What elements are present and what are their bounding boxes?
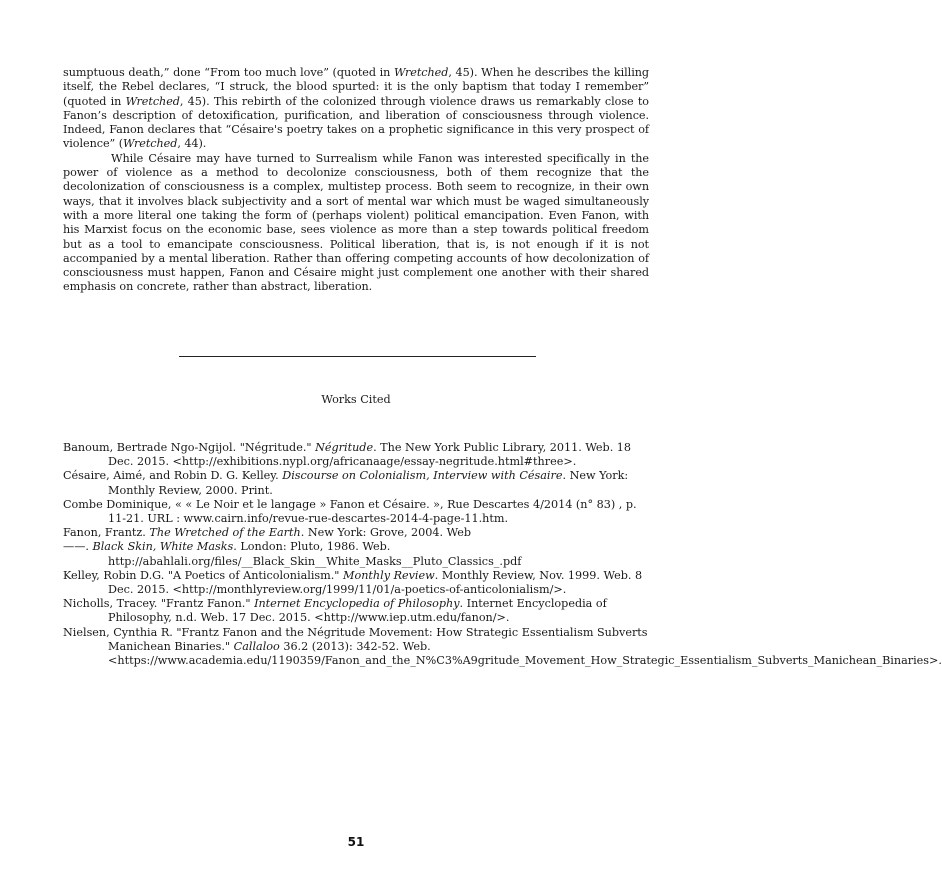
paragraph-1: sumptuous death,” done “From too much love” (quoted in Wretched, 45). When he describes the killing itself, the Rebel declares, “I struck, the blood spurted: it is the only baptism that today I remember” (quoted in Wretched, 45). This rebirth of the colonized through violence draws us remarkably close to Fanon’s description of detoxification, purification, and liberation of consciousness through violence. Indeed, Fanon declares that “Césaire's poetry takes on a prophetic significance in this very prospect of violence” (Wretched, 44). (63, 66, 649, 151)
italic-title: Wretched (125, 94, 180, 108)
paragraph-2: While Césaire may have turned to Surrealism while Fanon was interested specifically in the power of violence as a method to decolonize consciousness, both of them recognize that the decolonization of consciousness is a complex, multistep process. Both seem to recognize, in their own ways, that it involves black subjectivity and a sort of mental war which must be waged simultaneously with a more literal one taking the form of (perhaps violent) political emancipation. Even Fanon, with his Marxist focus on the economic base, sees violence as more than a step towards political freedom but as a tool to emancipate consciousness. Political liberation, that is, is not enough if it is not accompanied by a mental liberation. Rather than offering competing accounts of how decolonization of consciousness must happen, Fanon and Césaire might just complement one another with their shared emphasis on concrete, rather than abstract, liberation. (63, 151, 649, 294)
works-cited-list (63, 441, 942, 668)
italic-title: Monthly Review (343, 568, 435, 582)
italic-title: Négritude (315, 441, 374, 454)
page-number: 51 (347, 835, 365, 849)
reference-entry: Combe Dominique, « « Le Noir et le langage » Fanon et Césaire. », Rue Descartes 4/2014 (n° 83) , p. 11-21. URL : www.cairn.info/revue-rue-descartes-2014-4-page-11.htm. (63, 497, 637, 526)
reference-entry: Nielsen, Cynthia R. "Frantz Fanon and the Négritude Movement: How Strategic Essentialism Subverts Manichean Binaries." Callaloo 36.2 (2013): 342-52. Web. <https://www.academia.edu/1190359/Fanon_and_the_N%C3%A9gritude_Movement_How_Strategic_Essentialism_Subverts_Manichean_Binaries>. (63, 625, 942, 668)
italic-title: Black Skin, White Masks (92, 540, 234, 554)
italic-title: Callaloo (233, 639, 280, 653)
reference-entry: Nicholls, Tracey. "Frantz Fanon." Internet Encyclopedia of Philosophy. Internet Encyclopedia of Philosophy, n.d. Web. 17 Dec. 2015. <http://www.iep.utm.edu/fanon/>. (63, 597, 607, 625)
reference-entry: Banoum, Bertrade Ngo-Ngijol. "Négritude." Négritude. The New York Public Library, 2011. Web. 18 Dec. 2015. <http://exhibitions.nypl.org/africanaage/essay-negritude.html#three>. (63, 441, 632, 469)
body-text (63, 66, 649, 295)
reference-entry: Fanon, Frantz. The Wretched of the Earth. New York: Grove, 2004. Web (63, 526, 472, 540)
reference-entry: ——. Black Skin, White Masks. London: Pluto, 1986. Web. http://abahlali.org/files/__Black_Skin__White_Masks__Pluto_Classics_.pdf (63, 540, 522, 568)
italic-title: Discourse on Colonialism, Interview with Césaire (282, 469, 563, 483)
italic-title: The Wretched of the Earth (149, 526, 301, 540)
italic-title: Wretched (123, 137, 178, 151)
works-cited-heading: Works Cited (321, 393, 391, 406)
section-divider (179, 356, 536, 357)
italic-title: Internet Encyclopedia of Philosophy (254, 597, 460, 611)
italic-title: Wretched (394, 66, 449, 79)
reference-entry: Césaire, Aimé, and Robin D. G. Kelley. Discourse on Colonialism, Interview with Césaire. New York: Monthly Review, 2000. Print. (63, 469, 629, 497)
reference-entry: Kelley, Robin D.G. "A Poetics of Anticolonialism." Monthly Review. Monthly Review, Nov. 1999. Web. 8 Dec. 2015. <http://monthlyreview.org/1999/11/01/a-poetics-of-anticolonialism/>. (63, 568, 643, 597)
